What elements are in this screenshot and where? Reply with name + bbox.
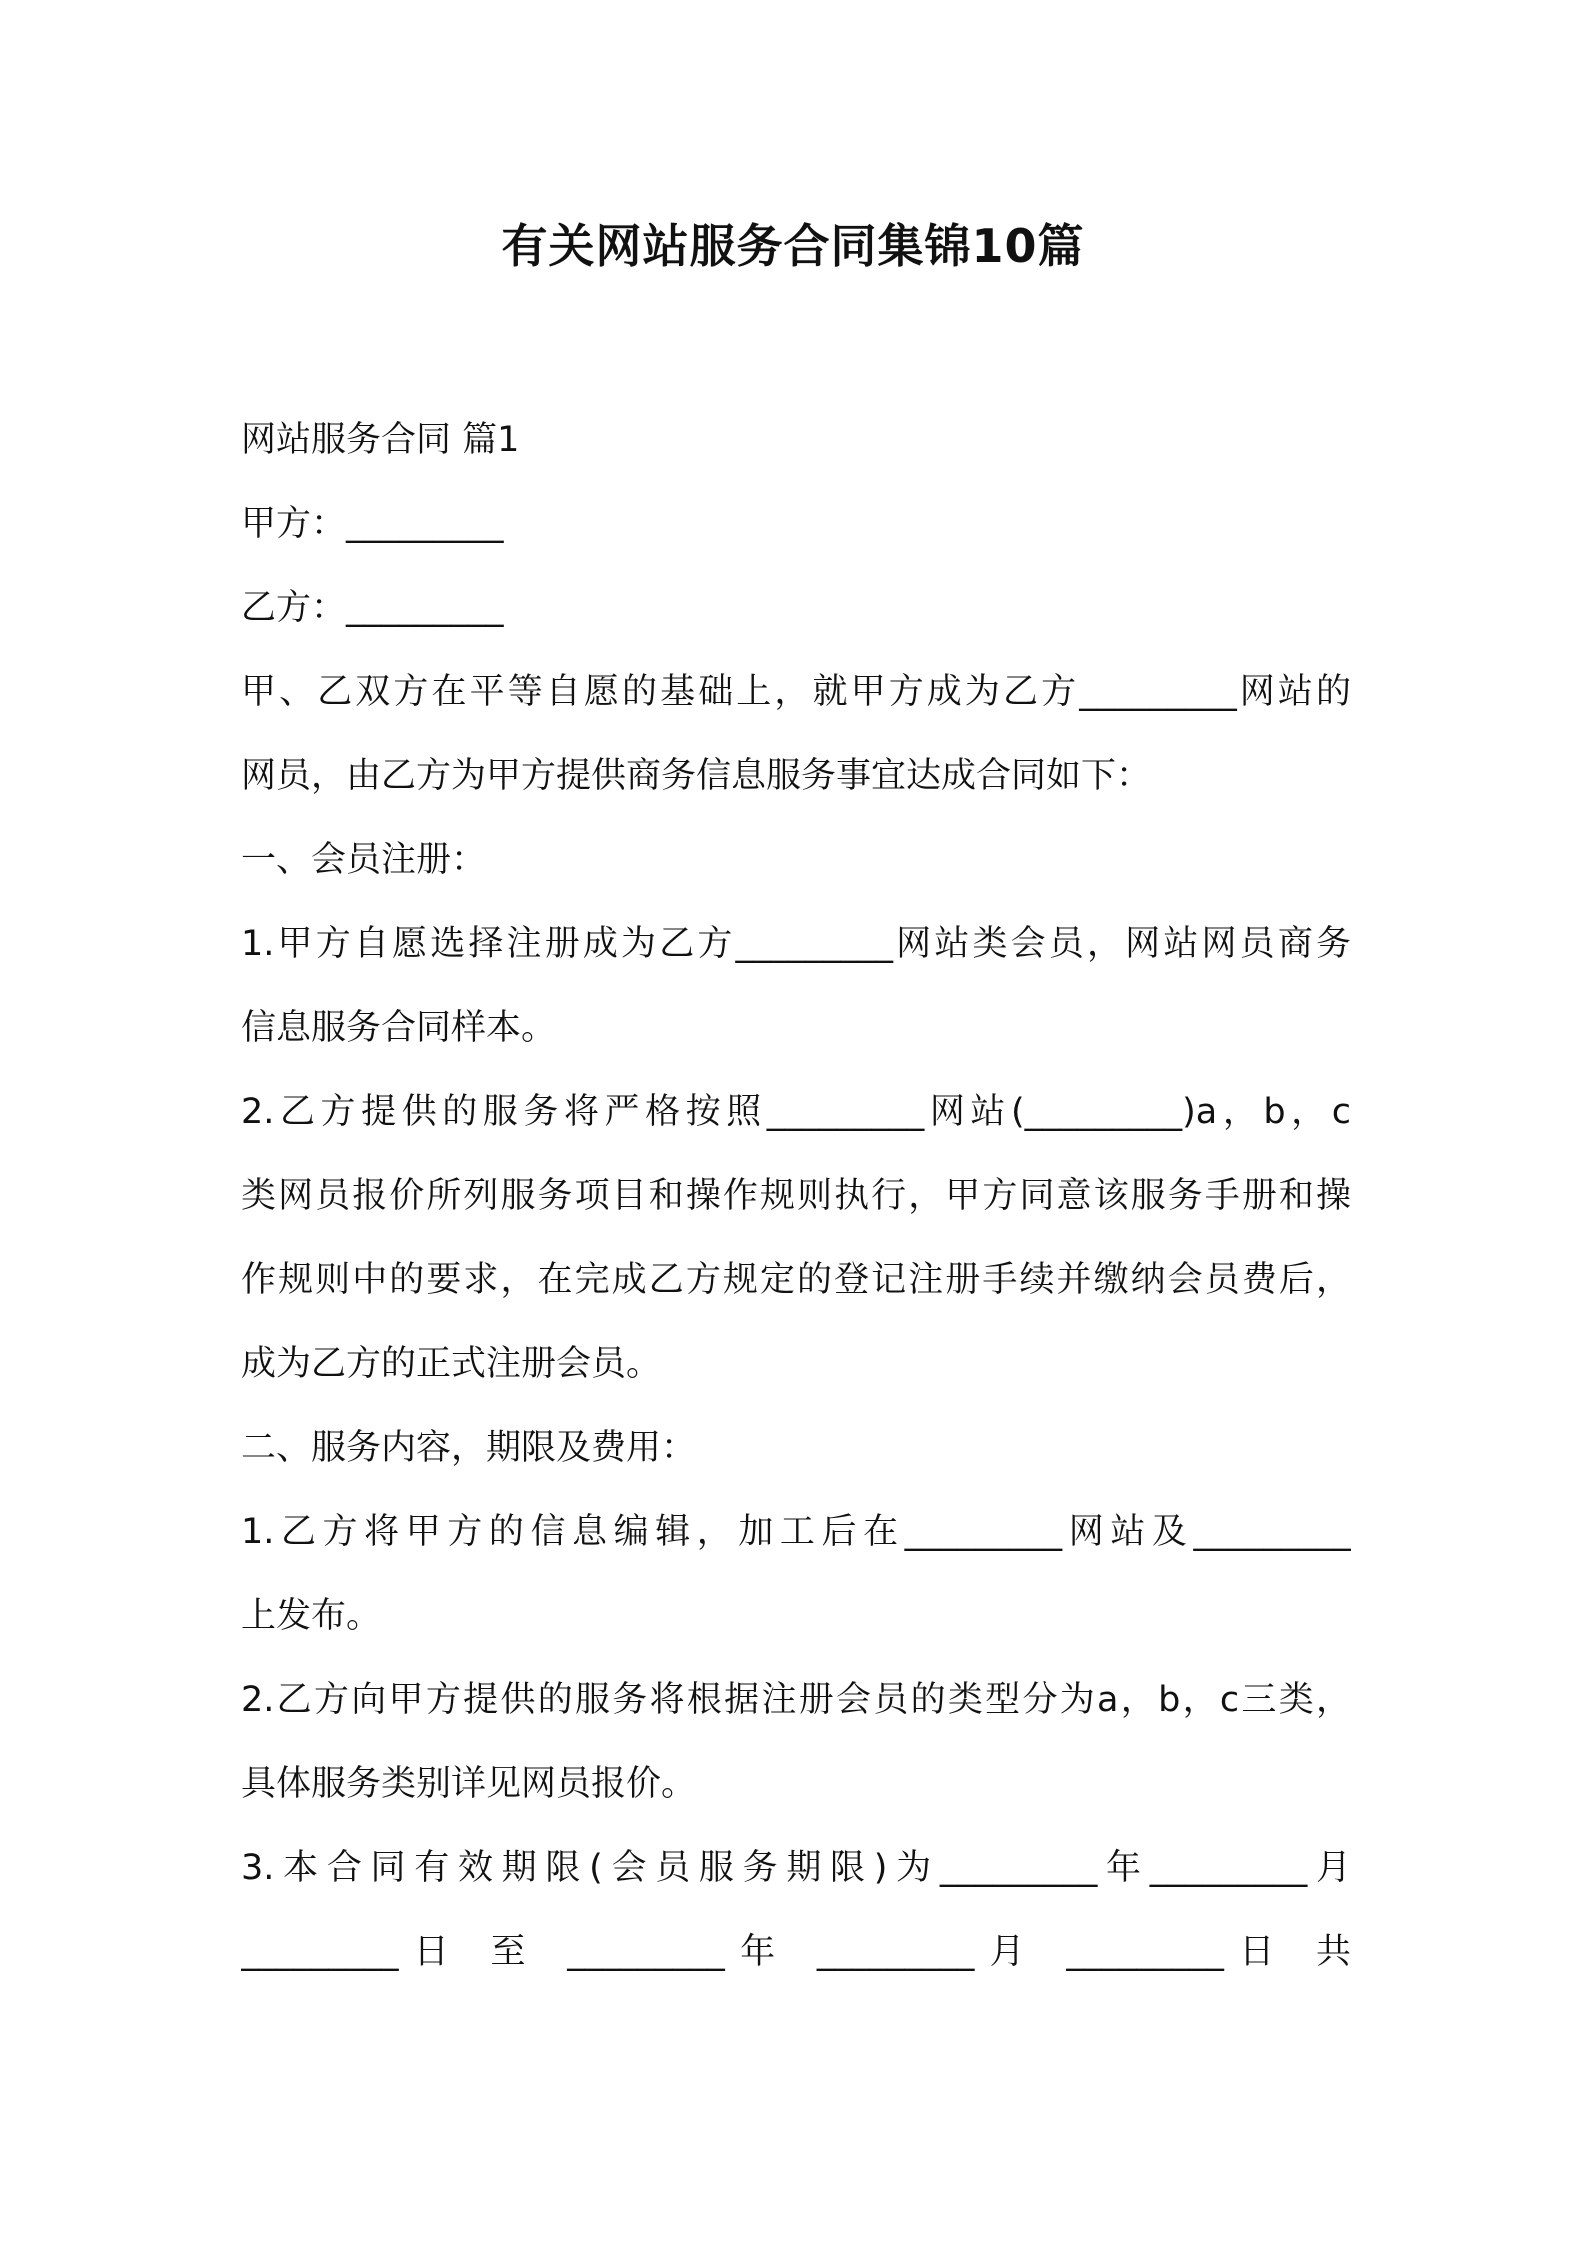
document-body — [241, 398, 1351, 1994]
paragraph-line: 网员，由乙方为甲方提供商务信息服务事宜达成合同如下： — [241, 756, 1152, 796]
paragraph-line: 2.乙方提供的服务将严格按照_________网站(_________)a，b，c — [241, 1092, 1351, 1132]
paragraph-line: 作规则中的要求，在完成乙方规定的登记注册手续并缴纳会员费后， — [241, 1260, 1351, 1300]
paragraph-line: 1.甲方自愿选择注册成为乙方_________网站类会员，网站网员商务 — [241, 924, 1351, 964]
paragraph-line: 甲、乙双方在平等自愿的基础上，就甲方成为乙方_________网站的 — [241, 672, 1351, 712]
paragraph-line: 类网员报价所列服务项目和操作规则执行，甲方同意该服务手册和操 — [241, 1176, 1351, 1216]
paragraph-line: 2.乙方向甲方提供的服务将根据注册会员的类型分为a，b，c三类， — [241, 1680, 1351, 1720]
paragraph-line: _________日 至 _________年 _________月 _________日 共 — [241, 1932, 1351, 1972]
party-b-line: 乙方：_________ — [241, 588, 504, 628]
paragraph-line: 信息服务合同样本。 — [241, 1008, 557, 1048]
clause-heading: 一、会员注册： — [241, 840, 487, 880]
paragraph-line: 成为乙方的正式注册会员。 — [241, 1344, 662, 1384]
paragraph-line: 上发布。 — [241, 1596, 382, 1636]
paragraph-line: 3.本合同有效期限(会员服务期限)为_________年_________月 — [241, 1848, 1351, 1888]
document-title: 有关网站服务合同集锦10篇 — [501, 219, 1085, 273]
section-heading: 网站服务合同 篇1 — [241, 420, 520, 460]
clause-heading: 二、服务内容，期限及费用： — [241, 1428, 697, 1468]
paragraph-line: 1.乙方将甲方的信息编辑，加工后在_________网站及_________ — [241, 1512, 1351, 1552]
paragraph-line: 具体服务类别详见网员报价。 — [241, 1764, 697, 1804]
party-a-line: 甲方：_________ — [241, 504, 504, 544]
